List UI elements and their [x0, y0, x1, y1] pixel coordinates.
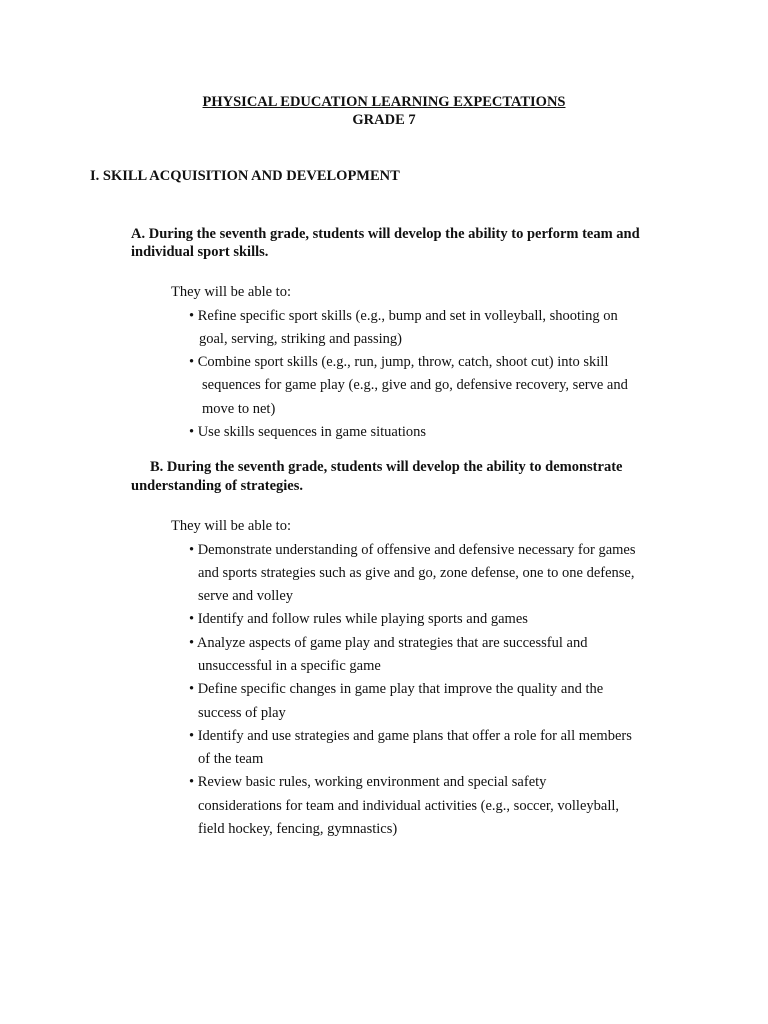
- subsection-a-bullet-2-line-3: move to net): [202, 401, 276, 417]
- subsection-a-bullet-3-line-1: • Use skills sequences in game situations: [189, 424, 427, 440]
- document-subtitle: GRADE 7: [352, 112, 416, 128]
- subsection-b-heading-line2: understanding of strategies.: [131, 478, 303, 494]
- subsection-b-bullet-6-line-1: • Review basic rules, working environment and special safety: [189, 774, 547, 790]
- subsection-b-bullet-1-line-3: serve and volley: [198, 588, 294, 604]
- subsection-a-bullet-1-line-2: goal, serving, striking and passing): [199, 331, 402, 347]
- subsection-a-heading-line1: A. During the seventh grade, students will develop the ability to perform team and: [131, 226, 640, 242]
- document-title: PHYSICAL EDUCATION LEARNING EXPECTATIONS: [202, 94, 566, 110]
- subsection-a-bullet-2-line-1: • Combine sport skills (e.g., run, jump, throw, catch, shoot cut) into skill: [189, 354, 609, 370]
- subsection-a-bullet-1-line-1: • Refine specific sport skills (e.g., bump and set in volleyball, shooting on: [189, 308, 618, 324]
- subsection-b-bullet-2-line-1: • Identify and follow rules while playing sports and games: [189, 611, 528, 627]
- subsection-a-heading-line2: individual sport skills.: [131, 244, 269, 260]
- subsection-b-bullet-1-line-2: and sports strategies such as give and go, zone defense, one to one defense,: [198, 565, 635, 581]
- subsection-b-intro: They will be able to:: [171, 518, 291, 534]
- subsection-b-bullet-6-line-3: field hockey, fencing, gymnastics): [198, 821, 398, 837]
- subsection-b-bullet-4-line-2: success of play: [198, 705, 286, 721]
- subsection-a-intro: They will be able to:: [171, 284, 291, 300]
- subsection-b-bullet-3-line-2: unsuccessful in a specific game: [198, 658, 381, 674]
- subsection-b-bullet-5-line-1: • Identify and use strategies and game plans that offer a role for all members: [189, 728, 632, 744]
- subsection-b-bullet-5-line-2: of the team: [198, 751, 264, 767]
- subsection-b-bullet-1-line-1: • Demonstrate understanding of offensive and defensive necessary for games: [189, 542, 636, 558]
- subsection-a-bullet-2-line-2: sequences for game play (e.g., give and go, defensive recovery, serve and: [202, 377, 628, 393]
- subsection-b-bullet-3-line-1: • Analyze aspects of game play and strategies that are successful and: [189, 635, 588, 651]
- section-heading: I. SKILL ACQUISITION AND DEVELOPMENT: [90, 168, 400, 184]
- subsection-b-bullet-6-line-2: considerations for team and individual activities (e.g., soccer, volleyball,: [198, 798, 619, 814]
- subsection-b-heading-line1: B. During the seventh grade, students will develop the ability to demonstrate: [150, 459, 623, 475]
- subsection-b-bullet-4-line-1: • Define specific changes in game play that improve the quality and the: [189, 681, 604, 697]
